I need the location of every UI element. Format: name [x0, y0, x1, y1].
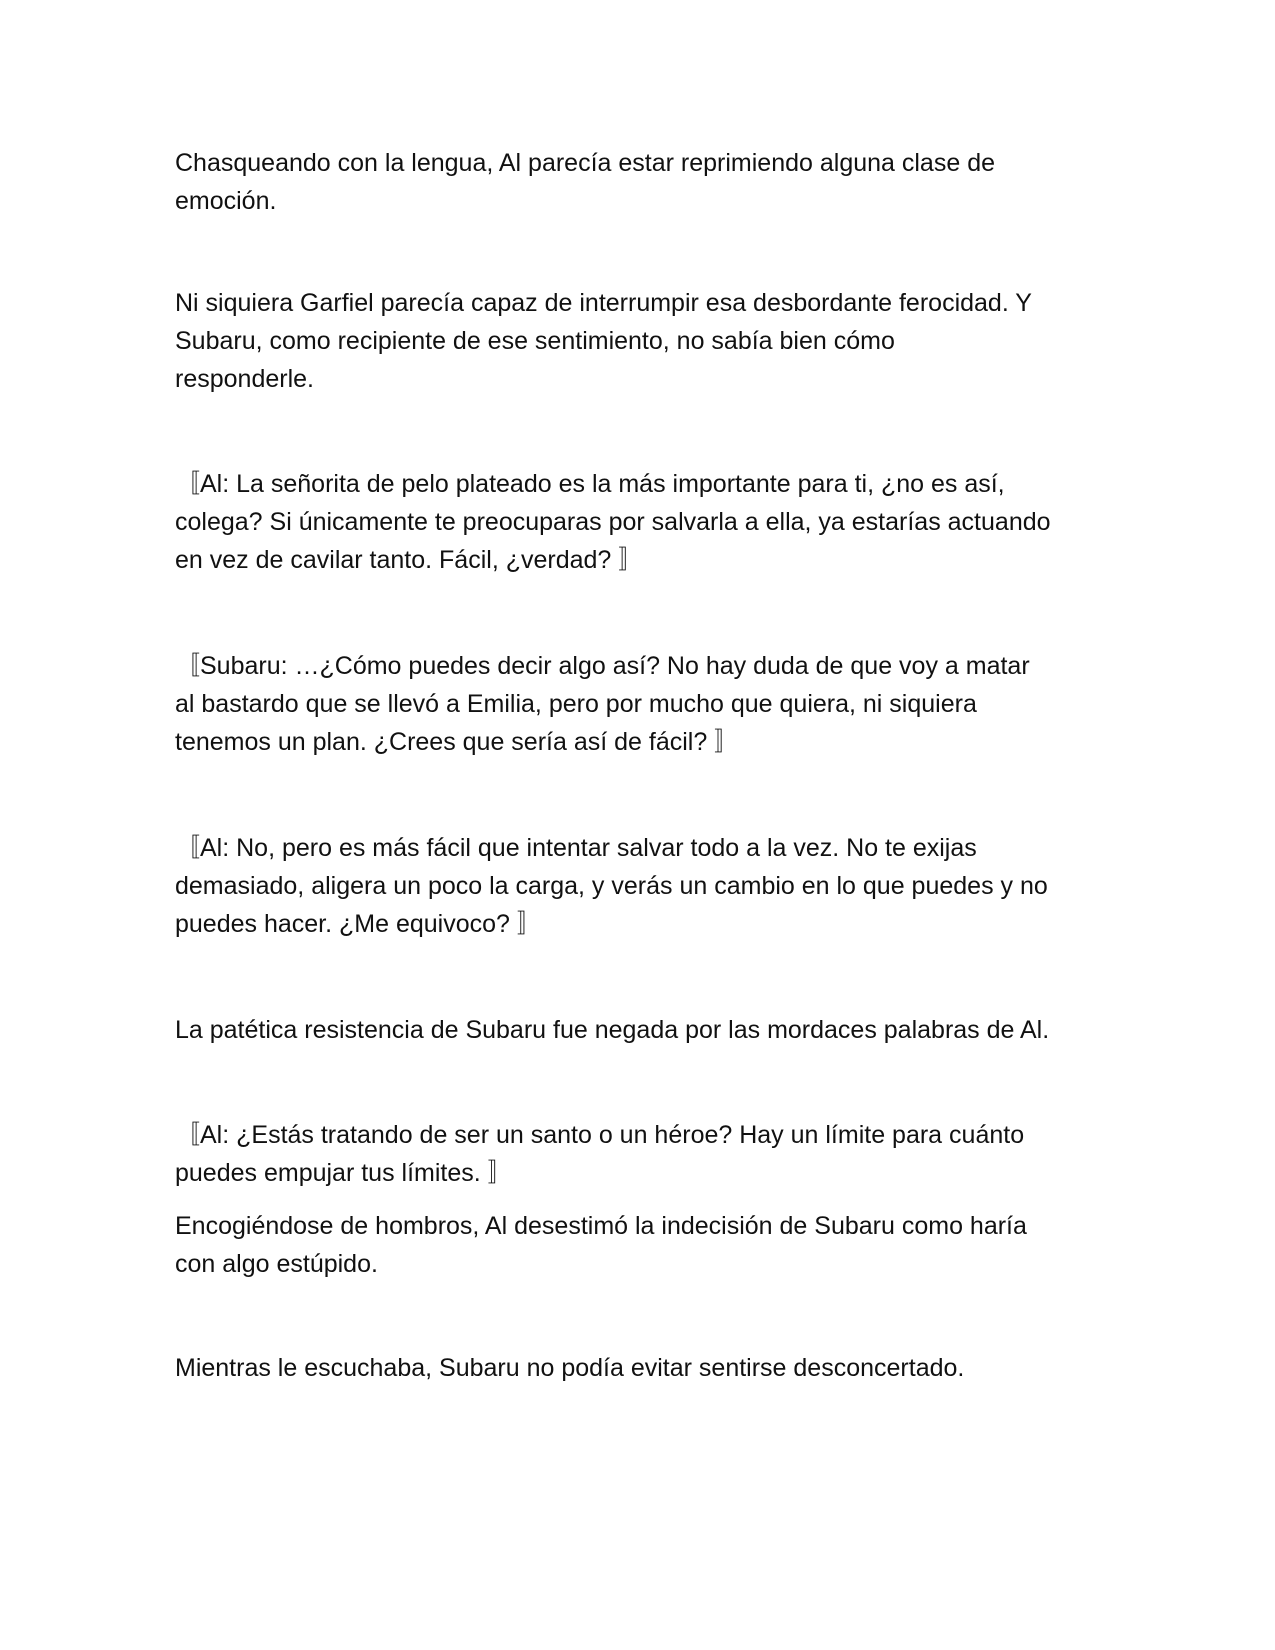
paragraph-5-dialogue — [175, 829, 1100, 943]
paragraph-8 — [175, 1207, 1100, 1283]
text-line: Mientras le escuchaba, Subaru no podía evitar sentirse desconcertado. — [175, 1354, 965, 1382]
text-line: puedes empujar tus límites. 〛 — [175, 1159, 513, 1187]
text-line: Ni siquiera Garfiel parecía capaz de interrumpir esa desbordante ferocidad. Y — [175, 289, 1032, 317]
text-line: 〚Al: La señorita de pelo plateado es la más importante para ti, ¿no es así, — [175, 470, 1005, 498]
text-line: con algo estúpido. — [175, 1250, 378, 1278]
text-line: responderle. — [175, 365, 314, 393]
text-line: Subaru, como recipiente de ese sentimiento, no sabía bien cómo — [175, 327, 895, 355]
paragraph-7-dialogue — [175, 1116, 1100, 1192]
text-line: 〚Al: ¿Estás tratando de ser un santo o un héroe? Hay un límite para cuánto — [175, 1121, 1025, 1149]
text-line: demasiado, aligera un poco la carga, y verás un cambio en lo que puedes y no — [175, 872, 1048, 900]
text-line: Encogiéndose de hombros, Al desestimó la indecisión de Subaru como haría — [175, 1212, 1027, 1240]
paragraph-9 — [175, 1349, 1100, 1387]
paragraph-1 — [175, 144, 1100, 220]
text-line: 〚Al: No, pero es más fácil que intentar salvar todo a la vez. No te exijas — [175, 834, 977, 862]
text-line: puedes hacer. ¿Me equivoco? 〛 — [175, 910, 542, 938]
paragraph-4-dialogue — [175, 647, 1100, 761]
text-line: 〚Subaru: …¿Cómo puedes decir algo así? No hay duda de que voy a matar — [175, 652, 1030, 680]
text-line: tenemos un plan. ¿Crees que sería así de fácil? 〛 — [175, 728, 740, 756]
text-line: al bastardo que se llevó a Emilia, pero por mucho que quiera, ni siquiera — [175, 690, 977, 718]
text-line: La patética resistencia de Subaru fue negada por las mordaces palabras de Al. — [175, 1016, 1050, 1044]
text-line: colega? Si únicamente te preocuparas por salvarla a ella, ya estarías actuando — [175, 508, 1051, 536]
text-line: emoción. — [175, 187, 277, 215]
text-line: en vez de cavilar tanto. Fácil, ¿verdad? 〛 — [175, 546, 644, 574]
paragraph-2 — [175, 284, 1100, 398]
paragraph-6 — [175, 1011, 1100, 1049]
text-line: Chasqueando con la lengua, Al parecía estar reprimiendo alguna clase de — [175, 149, 995, 177]
paragraph-3-dialogue — [175, 465, 1100, 579]
